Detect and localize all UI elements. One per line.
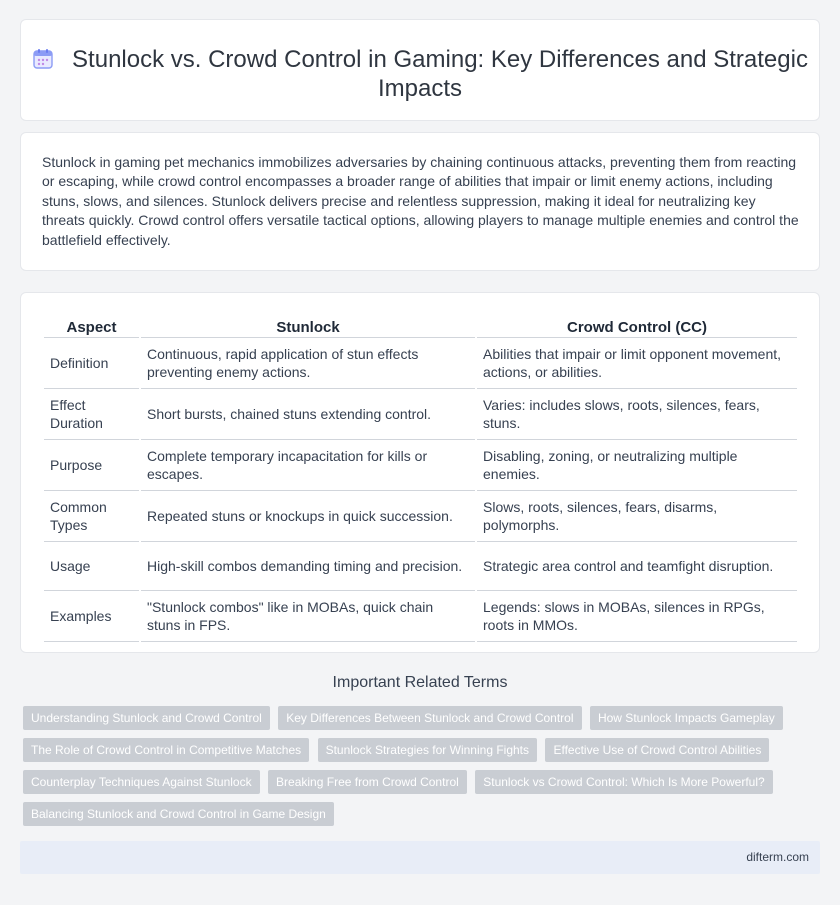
row-crowd-control: Disabling, zoning, or neutralizing multiple enemies.: [477, 440, 797, 491]
intro-card: [20, 132, 820, 271]
row-stunlock: Complete temporary incapacitation for kills or escapes.: [141, 440, 475, 491]
row-stunlock: Continuous, rapid application of stun effects preventing enemy actions.: [141, 338, 475, 389]
row-aspect: Common Types: [44, 491, 139, 542]
table-row: [44, 491, 797, 542]
row-crowd-control: Abilities that impair or limit opponent movement, actions, or abilities.: [477, 338, 797, 389]
table-row: [44, 542, 797, 591]
row-stunlock: High-skill combos demanding timing and precision.: [141, 542, 475, 591]
page-title-text: Stunlock vs. Crowd Control in Gaming: Key Differences and Strategic Impacts: [72, 46, 808, 102]
footer: [20, 841, 820, 874]
related-term-tag[interactable]: Key Differences Between Stunlock and Crowd Control: [278, 706, 581, 730]
related-terms-heading: Important Related Terms: [332, 674, 508, 691]
header-stunlock: Stunlock: [141, 313, 475, 338]
row-crowd-control: Slows, roots, silences, fears, disarms, polymorphs.: [477, 491, 797, 542]
row-stunlock: Short bursts, chained stuns extending control.: [141, 389, 475, 440]
comparison-card: [20, 292, 820, 653]
row-crowd-control: Legends: slows in MOBAs, silences in RPGs, roots in MMOs.: [477, 591, 797, 642]
row-crowd-control: Strategic area control and teamfight disruption.: [477, 542, 797, 591]
related-term-tag[interactable]: Counterplay Techniques Against Stunlock: [23, 770, 260, 794]
row-aspect: Definition: [44, 338, 139, 389]
related-term-tag[interactable]: Understanding Stunlock and Crowd Control: [23, 706, 270, 730]
row-stunlock: "Stunlock combos" like in MOBAs, quick chain stuns in FPS.: [141, 591, 475, 642]
row-aspect: Usage: [44, 542, 139, 591]
title-wrap: [21, 45, 819, 103]
table-row: [44, 440, 797, 491]
related-terms-list: [23, 706, 803, 834]
row-stunlock: Repeated stuns or knockups in quick succession.: [141, 491, 475, 542]
related-term-tag[interactable]: The Role of Crowd Control in Competitive Matches: [23, 738, 309, 762]
related-term-tag[interactable]: Balancing Stunlock and Crowd Control in Game Design: [23, 802, 334, 826]
related-term-tag[interactable]: Breaking Free from Crowd Control: [268, 770, 467, 794]
related-term-tag[interactable]: Stunlock Strategies for Winning Fights: [318, 738, 537, 762]
table-row: [44, 389, 797, 440]
related-term-tag[interactable]: How Stunlock Impacts Gameplay: [590, 706, 783, 730]
row-aspect: Effect Duration: [44, 389, 139, 440]
table-header-row: [44, 313, 797, 338]
row-aspect: Examples: [44, 591, 139, 642]
related-term-tag[interactable]: Effective Use of Crowd Control Abilities: [545, 738, 769, 762]
row-aspect: Purpose: [44, 440, 139, 491]
header-crowd-control: Crowd Control (CC): [477, 313, 797, 338]
table-row: [44, 338, 797, 389]
footer-site-link[interactable]: difterm.com: [746, 850, 809, 864]
related-term-tag[interactable]: Stunlock vs Crowd Control: Which Is More Powerful?: [475, 770, 772, 794]
row-crowd-control: Varies: includes slows, roots, silences, fears, stuns.: [477, 389, 797, 440]
header-card: [20, 19, 820, 121]
page-title: [21, 45, 819, 103]
comparison-table: [42, 313, 799, 642]
calendar-icon: [32, 48, 54, 70]
intro-paragraph: Stunlock in gaming pet mechanics immobilizes adversaries by chaining continuous attacks, preventing them from reacting or escaping, while crowd control encompasses a broader range of abilities that impair or limit enemy actions, including stuns, slows, and silences. Stunlock delivers precise and relentless suppression, making it ideal for neutralizing key threats quickly. Crowd control offers versatile tactical options, allowing players to manage multiple enemies and control the battlefield effectively.: [42, 154, 799, 248]
table-row: [44, 591, 797, 642]
header-aspect: Aspect: [44, 313, 139, 338]
